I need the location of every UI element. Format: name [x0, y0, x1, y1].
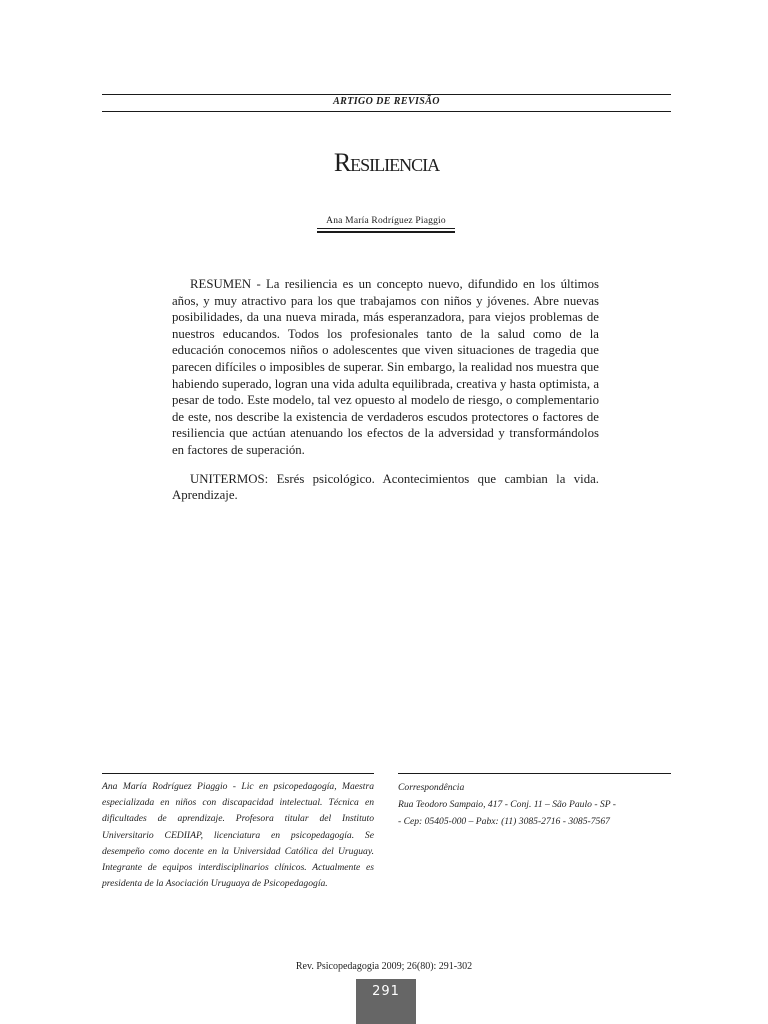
- correspondence-contact: - Cep: 05405-000 – Pabx: (11) 3085-2716 - 3085-7567: [398, 816, 610, 827]
- article-author: Ana María Rodríguez Piaggio: [326, 216, 446, 226]
- abstract: [172, 276, 599, 504]
- section-label: ARTIGO DE REVISÃO: [333, 96, 440, 107]
- article-title: Resiliencia: [333, 148, 440, 177]
- journal-citation: Rev. Psicopedagogia 2009; 26(80): 291-302: [295, 961, 473, 972]
- author-footnote: Ana María Rodríguez Piaggio - Lic en psicopedagogía, Maestra especializada en niños con discapacidad intelectual. Técnica en dificultades de aprendizaje. Profesora titular del Instituto Universitario CEDIIAP, licenciatura en psicopedagogía. Se desempeño como docente en la Universidad Católica del Uruguay. Integrante de equipos interdisciplinarios clínicos. Actualmente es presidenta de la Asociación Uruguaya de Psicopedagogía.: [102, 781, 374, 890]
- author-underline: [317, 228, 455, 229]
- correspondence-heading: Correspondência: [398, 782, 465, 793]
- header-rule-bottom: [102, 111, 671, 112]
- author-underline-thick: [317, 231, 455, 233]
- footnote-rule-right: [398, 773, 671, 774]
- header-rule-top: [102, 94, 671, 95]
- correspondence-address: Rua Teodoro Sampaio, 417 - Conj. 11 – São Paulo - SP -: [398, 799, 616, 810]
- correspondence-block: [398, 779, 671, 830]
- footnote-rule-left: [102, 773, 374, 774]
- page-number: 291: [372, 984, 400, 999]
- abstract-resumen: RESUMEN - La resiliencia es un concepto nuevo, difundido en los últimos años, y muy atractivo para los que trabajamos con niños y jóvenes. Abre nuevas posibilidades, da una nueva mirada, más esperanzadora, para viejos problemas de nuestros educandos. Todos los profesionales tanto de la salud como de la educación conocemos niños o adolescentes que viven situaciones de tragedia que parecen difíciles o imposibles de superar. Sin embargo, la realidad nos muestra que habiendo superado, logran una vida adulta equilibrada, creativa y hasta optimista, a pesar de todo. Este modelo, tal vez opuesto al modelo de riesgo, o complementario de este, nos describe la existencia de verdaderos escudos protectores o factores de resiliencia que actúan atenuando los efectos de la adversidad y transformándolos en factores de superación.: [172, 277, 599, 457]
- abstract-unitermos: UNITERMOS: Esrés psicológico. Acontecimientos que cambian la vida. Aprendizaje.: [172, 471, 599, 503]
- page-number-box: [356, 979, 416, 1024]
